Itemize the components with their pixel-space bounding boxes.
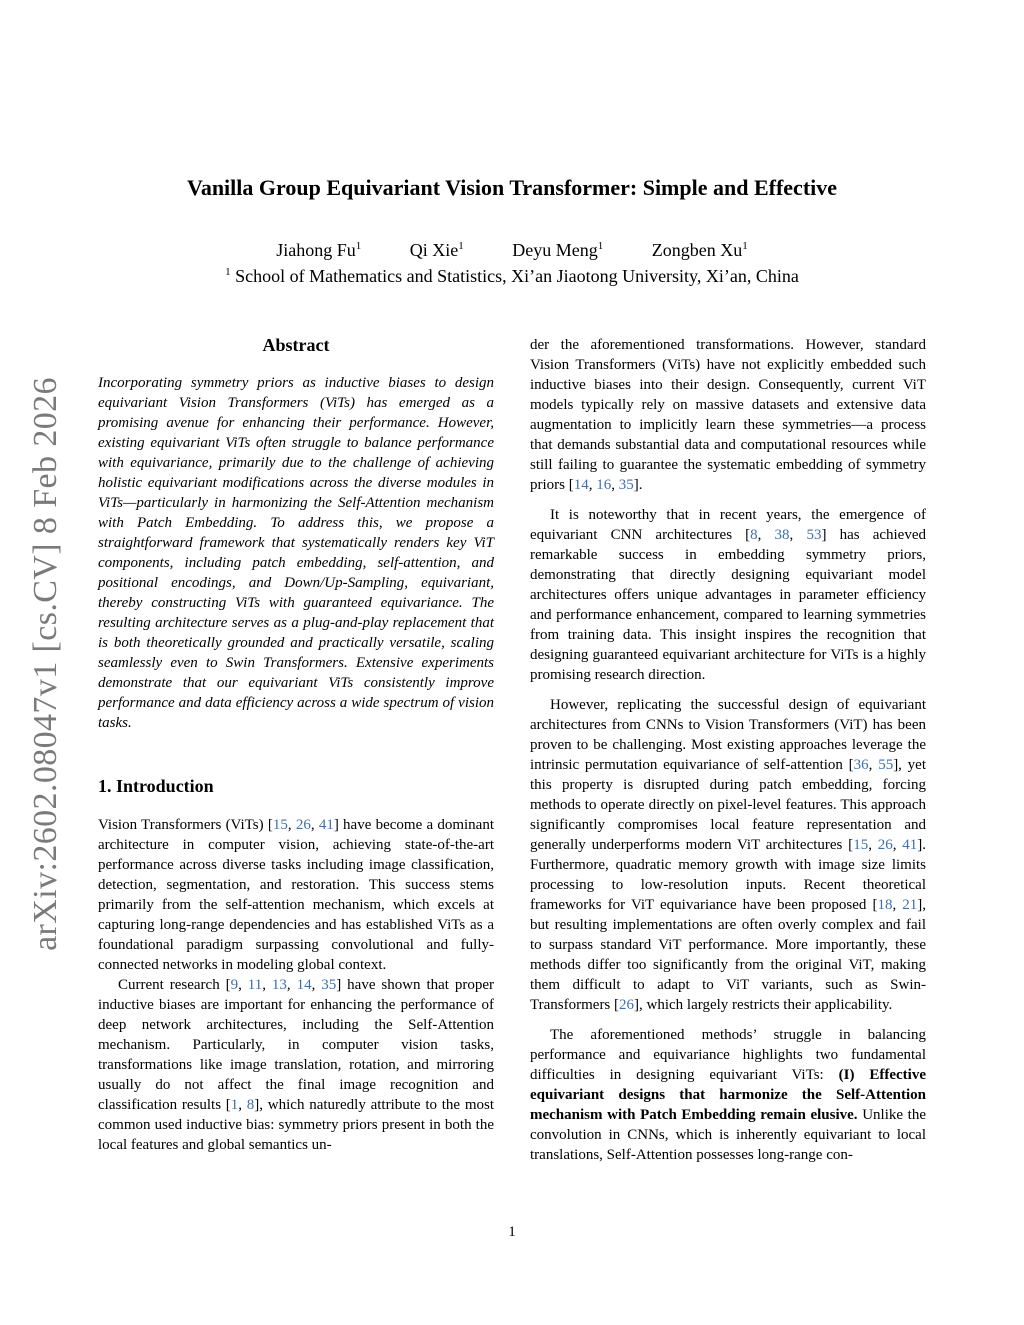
affiliation: $^1$ School of Mathematics and Statistics, Xi’an Jiaotong University, Xi’an, China [225, 266, 799, 286]
text-run: der the aforementioned transformations. However, standard Vision Transformers (ViTs) have not explicitly embedded such inductive biases into their design. Consequently, current ViT models typically rely on massive datasets and extensive data augmentation to implicitly learn these symmetries—a process that demands substantial data and computational resources while still failing to guarantee the systematic embedding of symmetry priors [ [530, 337, 926, 493]
citation-link[interactable]: 53 [806, 527, 822, 543]
citation-link[interactable]: 35 [321, 977, 337, 993]
left-column [98, 335, 494, 1155]
citation-link[interactable]: 26 [619, 997, 635, 1013]
text-run: Unlike the convolution in CNNs, which is inherently equivariant to local translations, Self-Attention possesses long-range con- [530, 1107, 926, 1163]
citation-link[interactable]: 18 [877, 897, 893, 913]
citation-link[interactable]: 15 [853, 837, 869, 853]
citation-link[interactable]: 35 [618, 477, 634, 493]
citation-link[interactable]: 21 [902, 897, 918, 913]
body-paragraph [530, 1025, 926, 1165]
text-run: Current research [ [118, 977, 231, 993]
text-run: Vision Transformers (ViTs) [ [98, 817, 273, 833]
text-run: ] have become a dominant architecture in computer vision, achieving state-of-the-art performance across diverse tasks including image classification, detection, segmentation, and restoration. This success stems primarily from the self-attention mechanism, which excels at capturing long-range dependencies and has established ViTs as a foundational paradigm surpassing convolutional and fully-connected networks in modeling global context. [98, 817, 494, 973]
citation-link[interactable]: 8 [246, 1097, 255, 1113]
text-run: ]. Furthermore, quadratic memory growth with image size limits processing to low-resolution inputs. Recent theoretical frameworks for ViT equivariance have been proposed [ [530, 837, 927, 913]
text-run: , [238, 1097, 247, 1113]
citation-link[interactable]: 9 [230, 977, 239, 993]
body-paragraph [530, 695, 926, 1015]
citation-link[interactable]: 38 [774, 527, 790, 543]
text-run: , [868, 757, 879, 773]
citation-link[interactable]: 16 [596, 477, 612, 493]
section-heading-introduction: 1. Introduction [98, 776, 214, 796]
abstract-text: Incorporating symmetry priors as inductive biases to design equivariant Vision Transformers (ViTs) has emerged as a promising avenue for enhancing their performance. However, existing equivariant ViTs often struggle to balance performance with equivariance, primarily due to the challenge of achieving holistic equivariant modifications across the diverse modules in ViTs—particularly in harmonizing the Self-Attention mechanism with Patch Embedding. To address this, we propose a straightforward framework that systematically renders key ViT components, including patch embedding, self-attention, and positional encodings, and Down/Up-Sampling, equivariant, thereby constructing ViTs with guaranteed equivariance. The resulting architecture serves as a plug-and-play replacement that is both theoretically grounded and practically versatile, scaling seamlessly even to Swin Transformers. Extensive experiments demonstrate that our equivariant ViTs consistently improve performance and data efficiency across a wide spectrum of vision tasks. [98, 375, 494, 731]
text-run: , [262, 977, 272, 993]
text-run: It is noteworthy that in recent years, the emergence of equivariant CNN architectures [ [530, 507, 926, 543]
body-paragraph [530, 335, 926, 495]
emphasized-text: (I) Effective equivariant designs that harmonize the Self-Attention mechanism with Patch Embedding remain elusive. [530, 1067, 926, 1123]
text-run: , [286, 977, 297, 993]
citation-link[interactable]: 13 [271, 977, 287, 993]
text-run: , [757, 527, 775, 543]
author: Qi Xie$^1$ [409, 240, 464, 260]
author: Jiahong Fu$^1$ [276, 240, 362, 260]
citation-link[interactable]: 8 [750, 527, 758, 543]
text-run: , [892, 897, 903, 913]
author: Zongben Xu$^1$ [651, 240, 748, 260]
citation-link[interactable]: 36 [853, 757, 869, 773]
text-run: ] has achieved remarkable success in embedding symmetry priors, demonstrating that directly designing equivariant model architectures offers unique advantages in parameter efficiency and performance enhancement, compared to learning symmetries from training data. This insight inspires the recognition that designing guaranteed equivariant architecture for ViTs is a highly promising research direction. [530, 527, 926, 683]
text-run: , [310, 817, 319, 833]
abstract-heading: Abstract [262, 335, 330, 355]
text-run: ], which largely restricts their applicability. [634, 997, 893, 1013]
citation-link[interactable]: 41 [318, 817, 334, 833]
body-paragraph [98, 975, 494, 1155]
text-run: ]. [633, 477, 643, 493]
author: Deyu Meng$^1$ [512, 240, 604, 260]
text-run: , [238, 977, 248, 993]
right-column [530, 335, 926, 1165]
text-run: , [789, 527, 807, 543]
text-run: , [311, 977, 322, 993]
body-paragraph [98, 815, 494, 975]
author-list [0, 240, 1024, 261]
text-run: , [868, 837, 878, 853]
body-paragraph [530, 505, 926, 685]
introduction-continued [530, 335, 926, 1165]
text-run: , [611, 477, 619, 493]
citation-link[interactable]: 15 [272, 817, 288, 833]
citation-link[interactable]: 26 [877, 837, 893, 853]
paper-title: Vanilla Group Equivariant Vision Transformer: Simple and Effective [186, 175, 838, 200]
citation-link[interactable]: 1 [230, 1097, 239, 1113]
text-run: ], yet this property is disrupted during patch embedding, forcing methods to operate directly on pixel-level features. This approach significantly compromises local feature representation and generally underperforms modern ViT architectures [ [530, 757, 927, 853]
page-number: 1 [508, 1224, 516, 1240]
text-run: ], but resulting implementations are often overly complex and fail to surpass standard ViT performance. More importantly, these methods differ too significantly from the original ViT, making them difficult to adapt to ViT variants, such as Swin-Transformers [ [530, 897, 927, 1013]
text-run: ], which naturedly attribute to the most common used inductive bias: symmetry priors present in both the local features and global semantics un- [98, 1097, 494, 1153]
citation-link[interactable]: 14 [296, 977, 312, 993]
text-run: ] have shown that proper inductive biases are important for enhancing the performance of deep network architectures, including the Self-Attention mechanism. Particularly, in computer vision tasks, transformations like image translation, rotation, and mirroring usually do not affect the final image recognition and classification results [ [98, 977, 495, 1113]
text-run: However, replicating the successful design of equivariant architectures from CNNs to Vision Transformers (ViT) has been proven to be challenging. Most existing approaches leverage the intrinsic permutation equivariance of self-attention [ [530, 697, 926, 773]
arxiv-identifier: arXiv:2602.08047v1 [cs.CV] 8 Feb 2026 [27, 377, 64, 951]
text-run: , [892, 837, 903, 853]
introduction-body [98, 815, 494, 1155]
citation-link[interactable]: 55 [878, 757, 894, 773]
text-run: The aforementioned methods’ struggle in balancing performance and equivariance highlights two fundamental difficulties in designing equivariant ViTs: [530, 1027, 926, 1083]
citation-link[interactable]: 26 [295, 817, 311, 833]
citation-link[interactable]: 41 [902, 837, 918, 853]
citation-link[interactable]: 11 [247, 977, 263, 993]
citation-link[interactable]: 14 [573, 477, 589, 493]
text-run: , [588, 477, 597, 493]
text-run: , [287, 817, 296, 833]
